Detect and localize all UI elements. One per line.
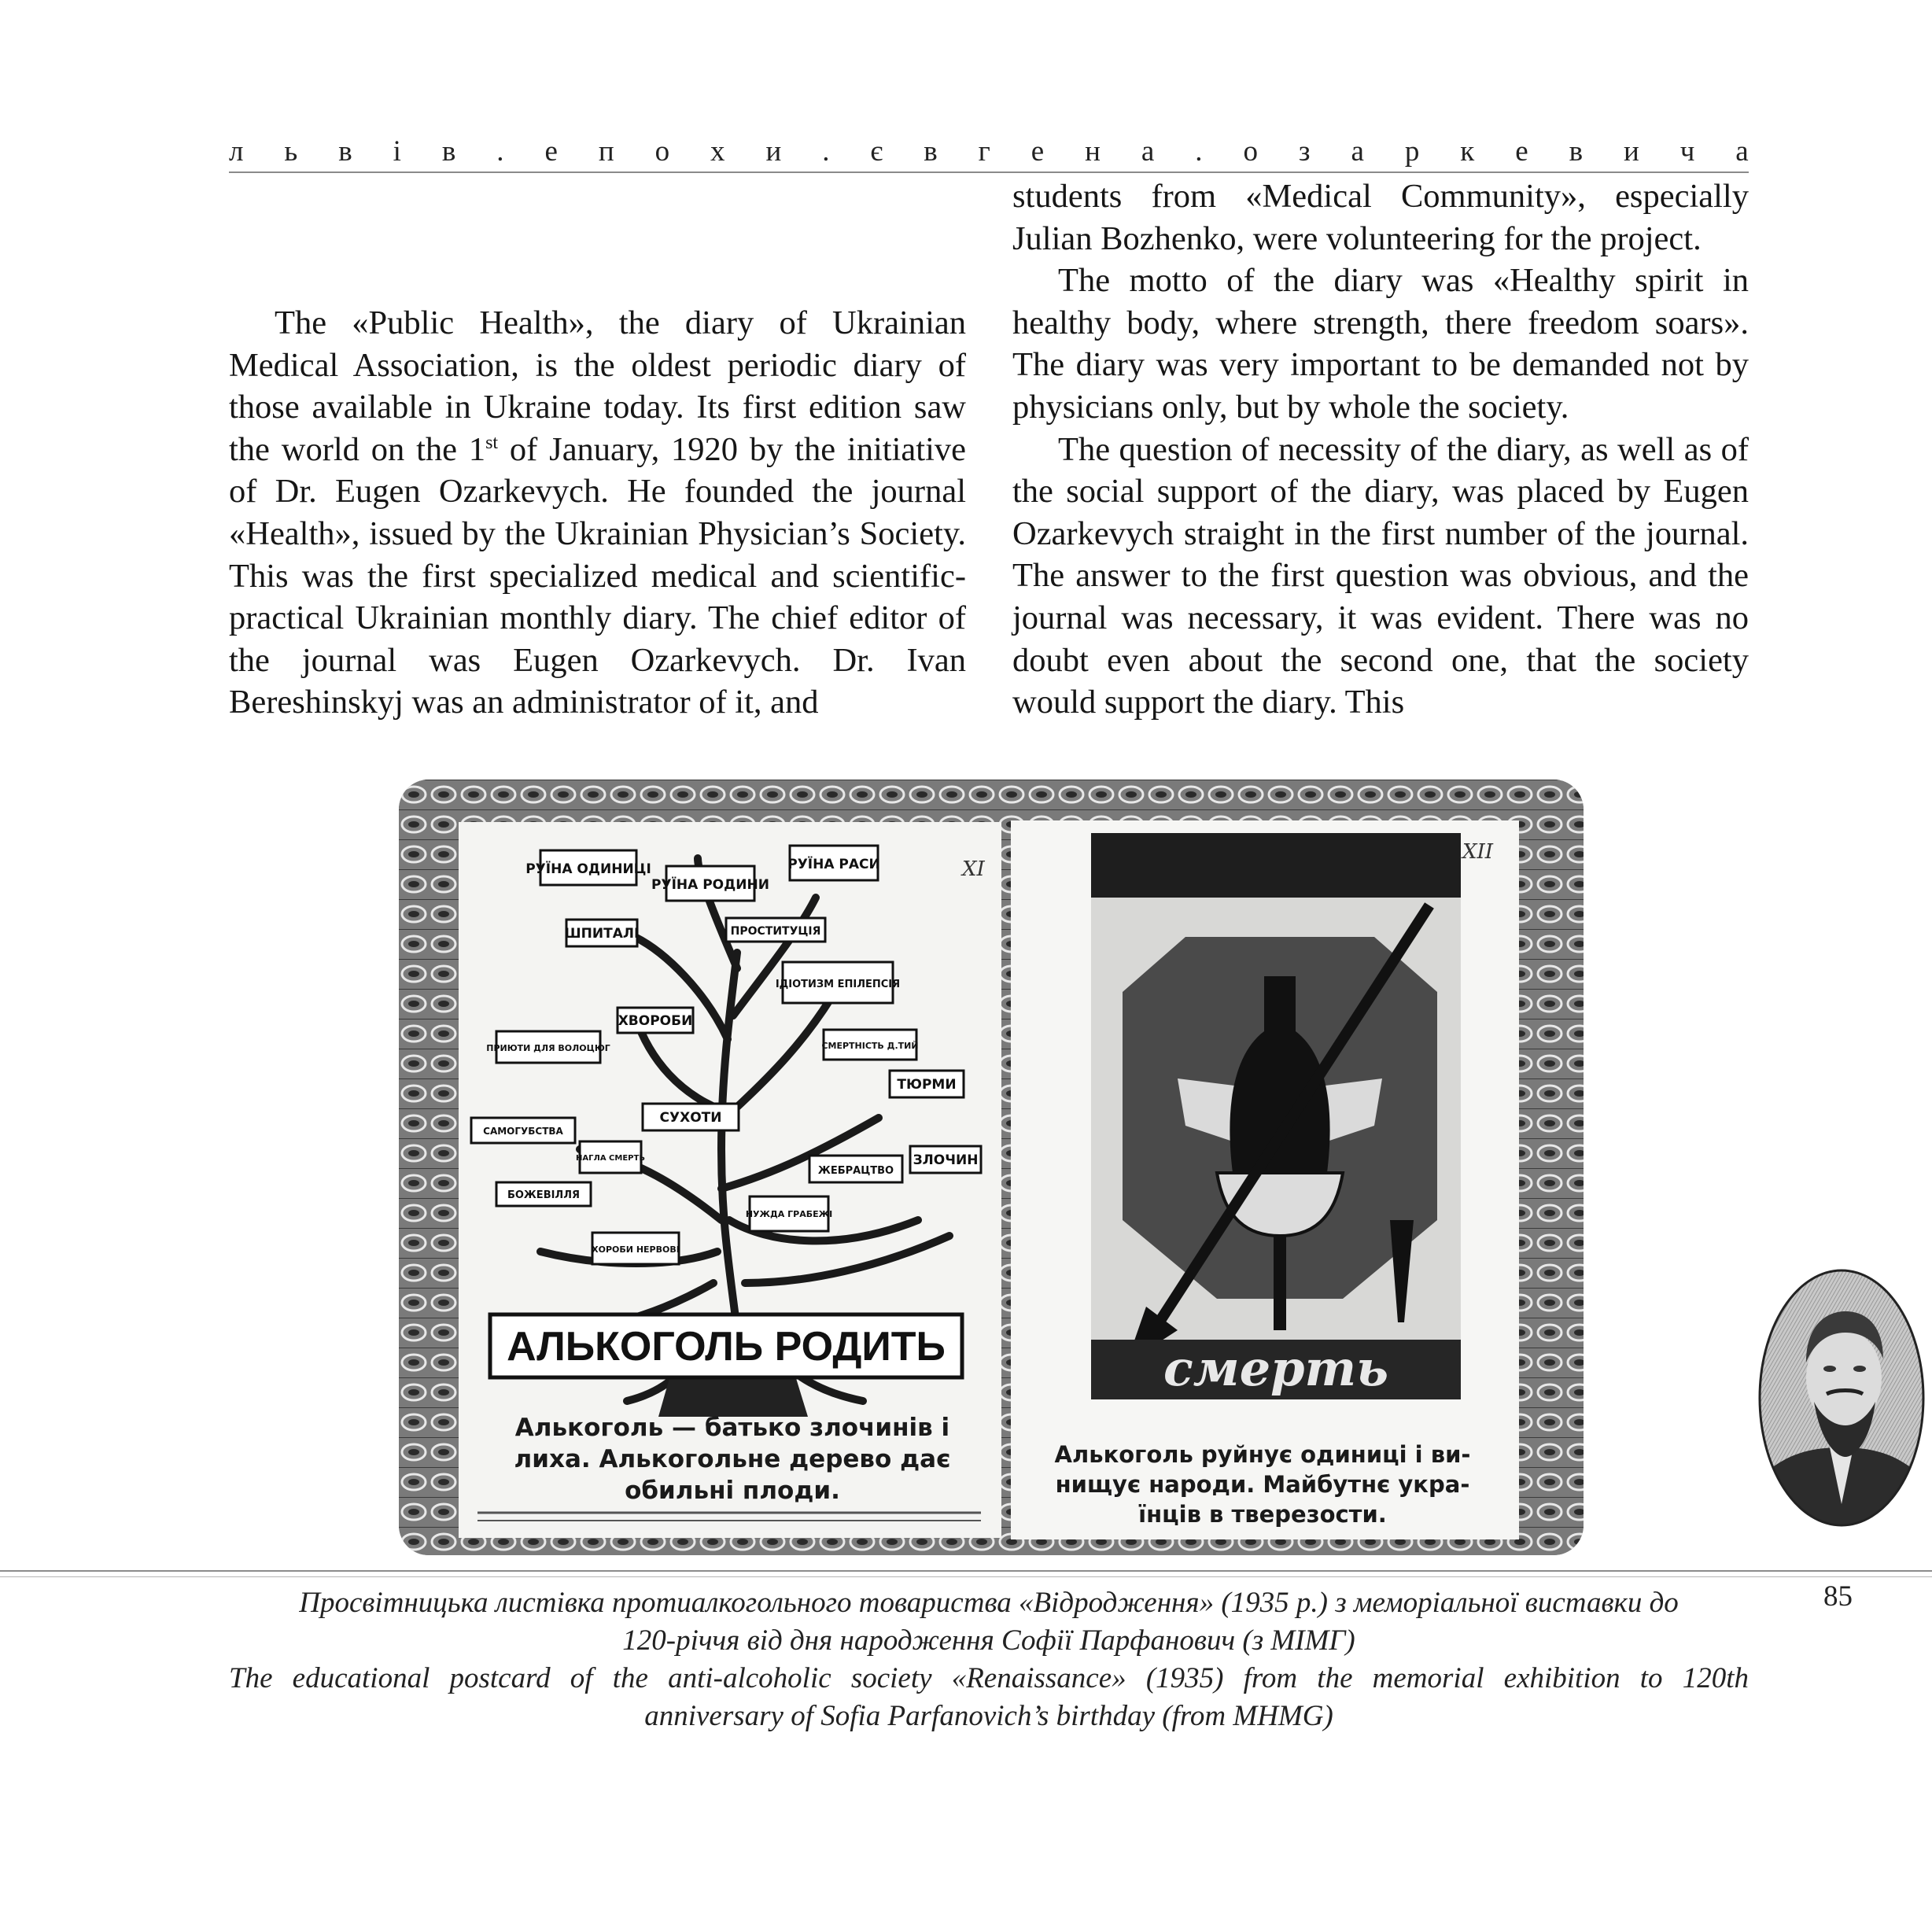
right-card-caption-3: їнців в тверезости. — [1138, 1501, 1387, 1528]
label-zlochyn: ЗЛОЧИН — [913, 1152, 979, 1168]
running-header-char: р — [1404, 135, 1420, 168]
figure-caption — [229, 1584, 1749, 1735]
right-card-caption-1: Алькоголь руйнує одиниці і ви- — [1054, 1441, 1471, 1468]
running-header-char: л — [229, 135, 244, 168]
label-pryiuty: ПРИЮТИ ДЛЯ ВОЛОЦЮГ — [486, 1043, 610, 1053]
roman-numeral-xi: XI — [962, 857, 985, 881]
label-nuzhda: НУЖДА ГРАБЕЖІ — [745, 1209, 833, 1219]
running-header-char: в — [441, 135, 456, 168]
label-smertnist: СМЕРТНІСТЬ Д.ТИЙ — [821, 1041, 919, 1051]
paragraph-necessity: The question of necessity of the diary, as well as of the social support of the diary, was placed by Eugen Ozarkevych straight in the first number of the journal. The answer to the first question was obvious, and the journal was necessary, it was evident. There was no doubt even about the second one, that the society would support the diary. This — [1012, 430, 1749, 721]
label-zhebratstvo: ЖЕБРАЦТВО — [817, 1165, 894, 1177]
running-header-char: . — [496, 135, 504, 168]
label-ruina-rodyny: РУЇНА РОДИНИ — [651, 877, 769, 893]
running-header-char: к — [1460, 135, 1475, 168]
running-header-char: е — [1031, 135, 1045, 168]
running-header-char: . — [822, 135, 830, 168]
caption-ua-line-2: 120-річчя від дня народження Софії Парфанович (з МІМГ) — [622, 1624, 1355, 1657]
postcard-headline: АЛЬКОГОЛЬ РОДИТЬ — [507, 1324, 946, 1370]
running-header-char: г — [978, 135, 990, 168]
label-khvoroby: ХВОРОБИ — [618, 1013, 693, 1029]
label-shpytali: ШПИТАЛІ — [564, 926, 640, 942]
label-idiotyzm: ІДІОТИЗМ ЕПІЛЕПСІЯ — [775, 979, 901, 990]
postcard-photo — [399, 780, 1584, 1555]
running-header-char: . — [1195, 135, 1203, 168]
label-samohubstva: САМОГУБСТВА — [483, 1126, 563, 1137]
running-header-char: е — [1515, 135, 1528, 168]
left-card-caption-3: обильні плоди. — [625, 1477, 840, 1505]
right-card-caption-2: нищує народи. Майбутнє укра- — [1055, 1471, 1470, 1498]
label-tiurmy: ТЮРМИ — [897, 1077, 957, 1093]
running-header-char: н — [1085, 135, 1101, 168]
paragraph-public-health: The «Public Health», the diary of Ukrainian Medical Association, is the oldest periodic diary of those available in Ukraine today. Its first edition saw the world on the 1st of January, 1920 by the initiative of Dr. Eugen Ozarkevych. He founded the journal «Health», issued by the Ukrainian Physician’s Society. This was the first specialized medical and scientific-practical Ukrainian monthly diary. The chief editor of the journal was Eugen Ozarkevych. Dr. Ivan Bereshinskyj was an administrator of it, and — [229, 304, 967, 721]
running-header-char: в — [338, 135, 352, 168]
running-header-char: о — [654, 135, 670, 168]
paragraph-motto: The motto of the diary was «Healthy spirit in healthy body, where strength, there freedom soars». The diary was very important to be demanded not by physicians only, but by whole the society. — [1012, 262, 1749, 426]
running-header-char: о — [1243, 135, 1258, 168]
running-header-char: в — [1569, 135, 1584, 168]
running-header-char: з — [1298, 135, 1311, 168]
running-header-char: е — [544, 135, 558, 168]
label-ruina-rasy: РУЇНА РАСИ — [787, 857, 880, 872]
left-card-caption-2: лиха. Алькогольне дерево дає — [514, 1445, 951, 1473]
running-header-char: и — [765, 135, 782, 168]
running-header-char: а — [1735, 135, 1749, 168]
running-header-char: х — [710, 135, 725, 168]
label-ruina-odynytsi: РУЇНА ОДИНИЦІ — [525, 861, 651, 877]
caption-en-line-1: The educational postcard of the anti-alcoholic society «Renaissance» (1935) from the memorial exhibition to 120th — [229, 1662, 1749, 1694]
caption-divider — [0, 1570, 1932, 1572]
running-header-char: є — [870, 135, 883, 168]
running-header-char: в — [924, 135, 938, 168]
running-header-char: а — [1351, 135, 1364, 168]
left-text-column — [229, 302, 966, 724]
caption-divider-thin — [0, 1576, 1932, 1577]
running-header-char: і — [393, 135, 401, 168]
roman-numeral-xii: XII — [1462, 840, 1494, 864]
right-text-column — [1012, 175, 1749, 724]
running-header-char: и — [1624, 135, 1639, 168]
poster-banner-word: смерть — [1163, 1340, 1388, 1397]
running-header — [229, 134, 1749, 173]
running-header-char: ь — [284, 135, 298, 168]
label-khoroby-nervovi: ХОРОБИ НЕРВОВІ — [592, 1244, 680, 1255]
portrait-image — [1757, 1268, 1926, 1528]
running-header-char: ч — [1679, 135, 1695, 168]
running-header-char: а — [1141, 135, 1155, 168]
running-header-char: п — [598, 135, 614, 168]
caption-ua-line-1: Просвітницька листівка протиалкогольного товариства «Відродження» (1935 р.) з меморіальної виставки до — [299, 1587, 1679, 1619]
label-bozhevillia: БОЖЕВІЛЛЯ — [507, 1189, 581, 1201]
left-card-caption-1: Алькоголь — батько злочинів і — [514, 1414, 950, 1442]
label-nahla-smert: НАГЛА СМЕРТЬ — [576, 1154, 645, 1163]
label-prostytutsia: ПРОСТИТУЦІЯ — [730, 925, 821, 938]
label-sukhoty: СУХОТИ — [659, 1110, 722, 1126]
caption-en-line-2: anniversary of Sofia Parfanovich’s birthday (from MHMG) — [644, 1700, 1333, 1732]
skull-bottle-poster — [1091, 833, 1461, 1399]
paragraph-continuation: students from «Medical Community», especially Julian Bozhenko, were volunteering for the project. — [1012, 178, 1749, 257]
page-number: 85 — [1823, 1580, 1853, 1613]
